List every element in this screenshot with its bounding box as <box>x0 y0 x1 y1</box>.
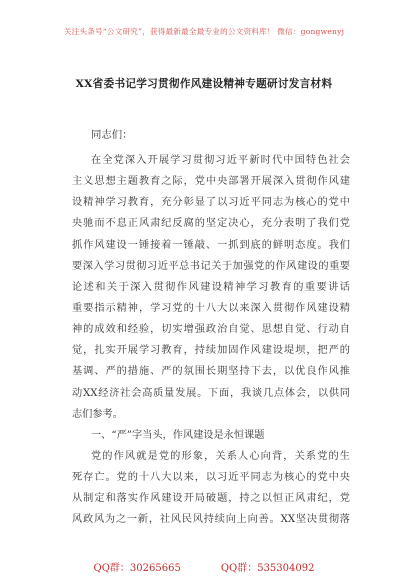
body-line: 基调、严的措施、严的氛围长期坚持下去，以优良作风推 <box>72 366 350 378</box>
body-line: 志们参考。 <box>72 408 123 420</box>
body-line: 设精神学习教育，充分彰显了以习近平同志为核心的党中 <box>72 197 350 209</box>
body-line: 主义思想主题教育之际，党中央部署开展深入贯彻作风建 <box>72 176 350 188</box>
salutation: 同志们： <box>91 129 133 141</box>
section-heading: 一、“严”字当头，作风建设是永恒课题 <box>91 429 265 441</box>
footer-qq-group-1: QQ群：30265665 <box>93 563 181 574</box>
footer-contact <box>0 559 408 574</box>
body-line: 论述和关于深入贯彻作风建设精神学习教育的重要讲话 <box>72 281 350 293</box>
body-line: 党的作风就是党的形象，关系人心向背，关系党的生 <box>91 450 350 462</box>
body-line: 神的成效和经验，切实增强政治自觉、思想自觉、行动自 <box>72 324 350 336</box>
body-line: 重要指示精神，学习党的十八大以来深入贯彻作风建设精 <box>72 302 350 314</box>
body-line: 抓作风建设一锤接着一锤敲、一抓到底的鲜明态度。我们 <box>72 239 350 251</box>
body-line: 要深入学习贯彻习近平总书记关于加强党的作风建设的重要 <box>72 260 350 272</box>
document-title: XX省委书记学习贯彻作风建设精神专题研讨发言材料 <box>75 78 333 90</box>
body-line: 央驰而不息正风肃纪反腐的坚定决心，充分表明了我们党 <box>72 218 350 230</box>
body-line: 动XX经济社会高质量发展。下面，我谈几点体会，以供同 <box>72 387 350 399</box>
footer-qq-group-2: QQ群：535304092 <box>220 563 315 574</box>
body-line: 死存亡。党的十八大以来，以习近平同志为核心的党中央 <box>72 472 350 484</box>
body-line: 觉，扎实开展学习教育，持续加固作风建设堤坝，把严的 <box>72 345 350 357</box>
document-body <box>72 150 350 531</box>
body-line: 在全党深入开展学习贯彻习近平新时代中国特色社会 <box>91 155 350 166</box>
body-line: 风政风为之一新，社风民风持续向上向善。XX坚决贯彻落 <box>72 514 350 526</box>
body-line: 从制定和落实作风建设开局破题，持之以恒正风肃纪，党 <box>72 493 350 505</box>
header-note: 关注头条号“公文研究”，获得最新最全最专业的公文资料库！ 微信：gongwenyj <box>63 27 345 36</box>
